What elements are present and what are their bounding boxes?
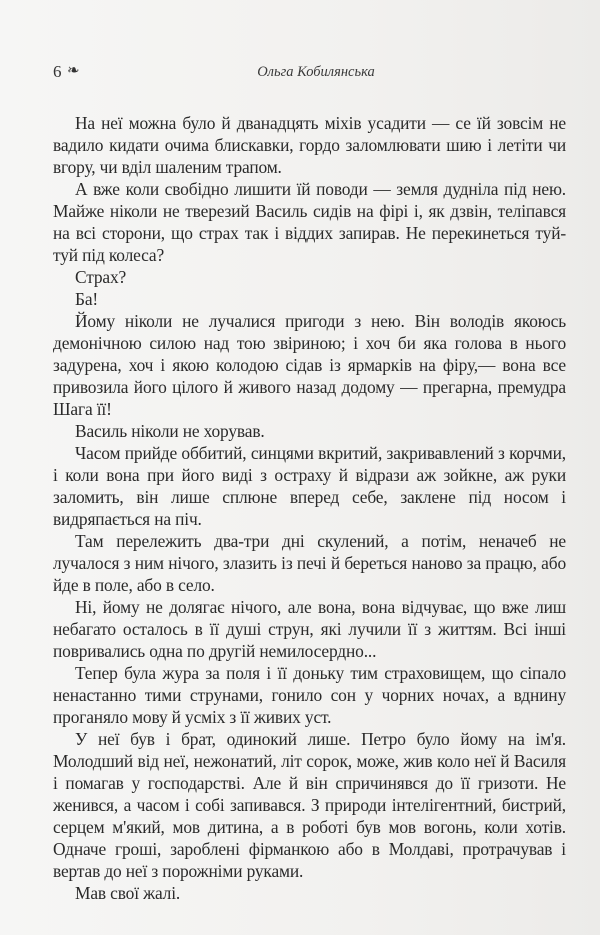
running-head [53, 60, 565, 84]
fleuron-icon: ❧ [67, 63, 80, 79]
paragraph: Тепер була жура за поля і її доньку тим страховищем, що сіпало ненастанно тими струнами, гонило сон у чорних ночах, а вднину проганяло мову й усміх з її живих уст. [53, 663, 566, 727]
paragraph: А вже коли свобідно лишити їй поводи — земля дудніла під нею. Майже ніколи не тверезий Василь сидів на фірі і, як дзвін, теліпався на всі сторони, що страх так і віддих запирав. Не перекинеться туй-туй під колеса? [53, 179, 566, 265]
paragraph: Там перележить два-три дні скулений, а потім, неначеб не лучалося з ним нічого, злазить із печі й береться наново за працю, або йде в поле, або в село. [53, 531, 566, 595]
paragraph: Мав свої жалі. [75, 883, 181, 903]
paragraph: Йому ніколи не лучалися пригоди з нею. Він володів якоюсь демонічною силою над тою звіриною; і хоч би яка голова в нього задурена, хоч і якою колодою сідав із ярмарків на фіру,— вона все привозила його цілого й живого назад додому — прегарна, премудра Шага її! [53, 311, 566, 419]
page-number: 6 [53, 62, 62, 81]
paragraph: Часом прийде оббитий, синцями вкритий, закривавлений з корчми, і коли вона при його виді з остраху й відрази аж зойкне, аж руки заломить, він лише сплюне вперед себе, заклене під носом і видряпається на піч. [53, 443, 566, 529]
body-text [53, 112, 566, 904]
paragraph: У неї був і брат, одинокий лише. Петро було йому на ім'я. Молодший від неї, нежонатий, літ сорок, може, жив коло неї й Василя і помагав у господарстві. Але й він спричинявся до її гризоти. Не женився, а часом і собі запивався. З природи інтелігентний, бистрий, серцем м'який, мов дитина, а в роботі був мов вогонь, коли хотів. Одначе гроші, зароблені фірманкою або в Молдаві, протрачував і вертав до неї з порожніми руками. [53, 729, 566, 881]
paragraph: Василь ніколи не хорував. [75, 421, 265, 441]
paragraph: Страх? [75, 267, 127, 287]
paragraph: Ба! [75, 289, 99, 309]
paragraph: На неї можна було й дванадцять міхів усадити — се їй зовсім не вадило кидати очима блискавки, гордо заломлювати шию і летіти чи вгору, чи вділ шаленим трапом. [53, 113, 566, 177]
author-name: Ольга Кобилянська [257, 64, 375, 80]
paragraph: Ні, йому не долягає нічого, але вона, вона відчуває, що вже лиш небагато осталось в її душі струн, які лучили її з життям. Всі інші повривались одна по другій немилосердно... [53, 597, 566, 661]
